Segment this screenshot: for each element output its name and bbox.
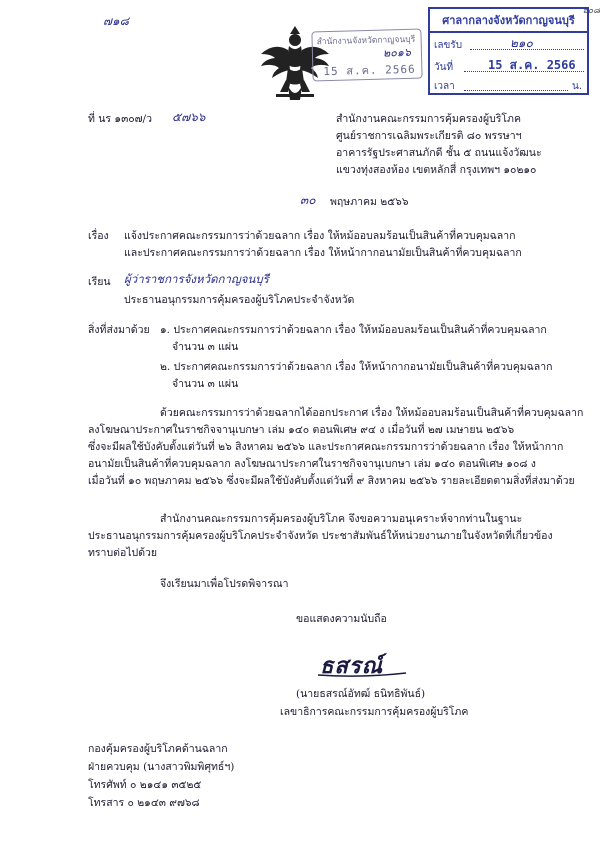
regards-text: ขอแสดงความนับถือ bbox=[296, 613, 387, 625]
subject-label: เรื่อง bbox=[88, 230, 109, 242]
to-label: เรียน bbox=[88, 276, 111, 288]
stamp-receipt-value: ๒๑๐ bbox=[510, 36, 533, 50]
stamp-time-suffix: น. bbox=[572, 81, 583, 92]
footer-line-4: โทรสาร ๐ ๒๑๔๓ ๙๗๖๘ bbox=[88, 797, 200, 809]
para1-line-1: ด้วยคณะกรรมการว่าด้วยฉลากได้ออกประกาศ เรื่อง ให้หม้ออบลมร้อนเป็นสินค้าที่ควบคุมฉลาก bbox=[160, 407, 584, 419]
para1-line-2: ลงโฆษณาประกาศในราชกิจจานุเบกษา เล่ม ๑๔๐ ตอนพิเศษ ๙๔ ง เมื่อวันที่ ๒๗ เมษายน ๒๕๖๖ bbox=[88, 424, 515, 436]
closing-text: จึงเรียนมาเพื่อโปรดพิจารณา bbox=[160, 578, 289, 590]
stamp-left-number: ๒๐๑๖ bbox=[382, 45, 412, 60]
para2-line-2: ประธานอนุกรรมการคุ้มครองผู้บริโภคประจำจังหวัด ประชาสัมพันธ์ให้หน่วยงานภายในจังหวัดที่เกี่ยวข้อง bbox=[88, 530, 553, 542]
stamp-left-office: สำนักงานจังหวัดกาญจนบุรี bbox=[316, 34, 416, 48]
signer-title: เลขาธิการคณะกรรมการคุ้มครองผู้บริโภค bbox=[280, 706, 469, 718]
footer-line-3: โทรศัพท์ ๐ ๒๑๔๑ ๓๕๒๕ bbox=[88, 779, 202, 791]
signature-underline bbox=[316, 672, 408, 678]
stamp-right-header: ศาลากลางจังหวัดกาญจนบุรี bbox=[430, 9, 587, 33]
attachment-2-line-2: จำนวน ๓ แผ่น bbox=[172, 378, 239, 390]
sender-line-3: อาคารรัฐประศาสนภักดี ชั้น ๕ ถนนแจ้งวัฒนะ bbox=[336, 147, 542, 159]
sender-line-4: แขวงทุ่งสองห้อง เขตหลักสี่ กรุงเทพฯ ๑๐๒๑๐ bbox=[336, 164, 537, 176]
stamp-time-label: เวลา bbox=[434, 81, 455, 92]
stamp-date-label: วันที่ bbox=[434, 62, 454, 73]
footer-line-1: กองคุ้มครองผู้บริโภคด้านฉลาก bbox=[88, 743, 228, 755]
attachment-1-line-1: ๑. ประกาศคณะกรรมการว่าด้วยฉลาก เรื่อง ให้หม้ออบลมร้อนเป็นสินค้าที่ควบคุมฉลาก bbox=[160, 324, 547, 336]
footer-line-2: ฝ่ายควบคุม (นางสาวพิมพิศุทธ์ฯ) bbox=[88, 761, 235, 773]
attachment-1-line-2: จำนวน ๓ แผ่น bbox=[172, 341, 239, 353]
date-month-year: พฤษภาคม ๒๕๖๖ bbox=[330, 196, 409, 208]
para2-line-1: สำนักงานคณะกรรมการคุ้มครองผู้บริโภค จึงขอความอนุเคราะห์จากท่านในฐานะ bbox=[160, 513, 523, 525]
top-left-note: ๗๑๘ bbox=[103, 14, 129, 28]
ref-no-value: ๕๗๖๖ bbox=[172, 110, 206, 124]
to-handwritten: ผู้ว่าราชการจังหวัดกาญจนบุรี bbox=[124, 272, 269, 286]
top-right-corner-note: ๖๐๘ bbox=[582, 6, 600, 16]
sender-line-2: ศูนย์ราชการเฉลิมพระเกียรติ ๘๐ พรรษาฯ bbox=[336, 130, 522, 142]
stamp-receipt-label: เลขรับ bbox=[434, 40, 463, 51]
para1-line-3: ซึ่งจะมีผลใช้บังคับตั้งแต่วันที่ ๒๖ สิงหาคม ๒๕๖๖ และประกาศคณะกรรมการว่าด้วยฉลาก เรื่อง ให้หน้ากาก bbox=[88, 441, 564, 453]
para1-line-4: อนามัยเป็นสินค้าที่ควบคุมฉลาก ลงโฆษณาประกาศในราชกิจจานุเบกษา เล่ม ๑๔๐ ตอนพิเศษ ๑๐๘ ง bbox=[88, 458, 536, 470]
subject-line-2: และประกาศคณะกรรมการว่าด้วยฉลาก เรื่อง ให้หน้ากากอนามัยเป็นสินค้าที่ควบคุมฉลาก bbox=[124, 247, 522, 259]
receiving-stamp-right bbox=[428, 7, 589, 95]
stamp-date-value: 15 ส.ค. 2566 bbox=[488, 58, 576, 72]
to-line-2: ประธานอนุกรรมการคุ้มครองผู้บริโภคประจำจังหวัด bbox=[124, 294, 355, 306]
sender-line-1: สำนักงานคณะกรรมการคุ้มครองผู้บริโภค bbox=[336, 113, 521, 125]
attachment-2-line-1: ๒. ประกาศคณะกรรมการว่าด้วยฉลาก เรื่อง ให้หน้ากากอนามัยเป็นสินค้าที่ควบคุมฉลาก bbox=[160, 361, 553, 373]
stamp-left-date: 15 ส.ค. 2566 bbox=[323, 62, 416, 79]
signer-name: (นายธสรณ์อัทฒ์ ธนิทธิพันธ์) bbox=[296, 688, 426, 700]
signature: ธสรณ์ bbox=[320, 653, 384, 679]
attach-label: สิ่งที่ส่งมาด้วย bbox=[88, 324, 150, 336]
ref-no-label: ที่ นร ๑๓๐๗/ว bbox=[88, 113, 152, 125]
para2-line-3: ทราบต่อไปด้วย bbox=[88, 547, 158, 559]
date-day: ๓๐ bbox=[300, 193, 316, 207]
receiving-stamp-left bbox=[311, 29, 422, 82]
para1-line-5: เมื่อวันที่ ๑๐ พฤษภาคม ๒๕๖๖ ซึ่งจะมีผลใช้บังคับตั้งแต่วันที่ ๙ สิงหาคม ๒๕๖๖ รายละเอียดตามสิ่งที่ส่งมาด้วย bbox=[88, 475, 575, 487]
subject-line-1: แจ้งประกาศคณะกรรมการว่าด้วยฉลาก เรื่อง ให้หม้ออบลมร้อนเป็นสินค้าที่ควบคุมฉลาก bbox=[124, 230, 516, 242]
